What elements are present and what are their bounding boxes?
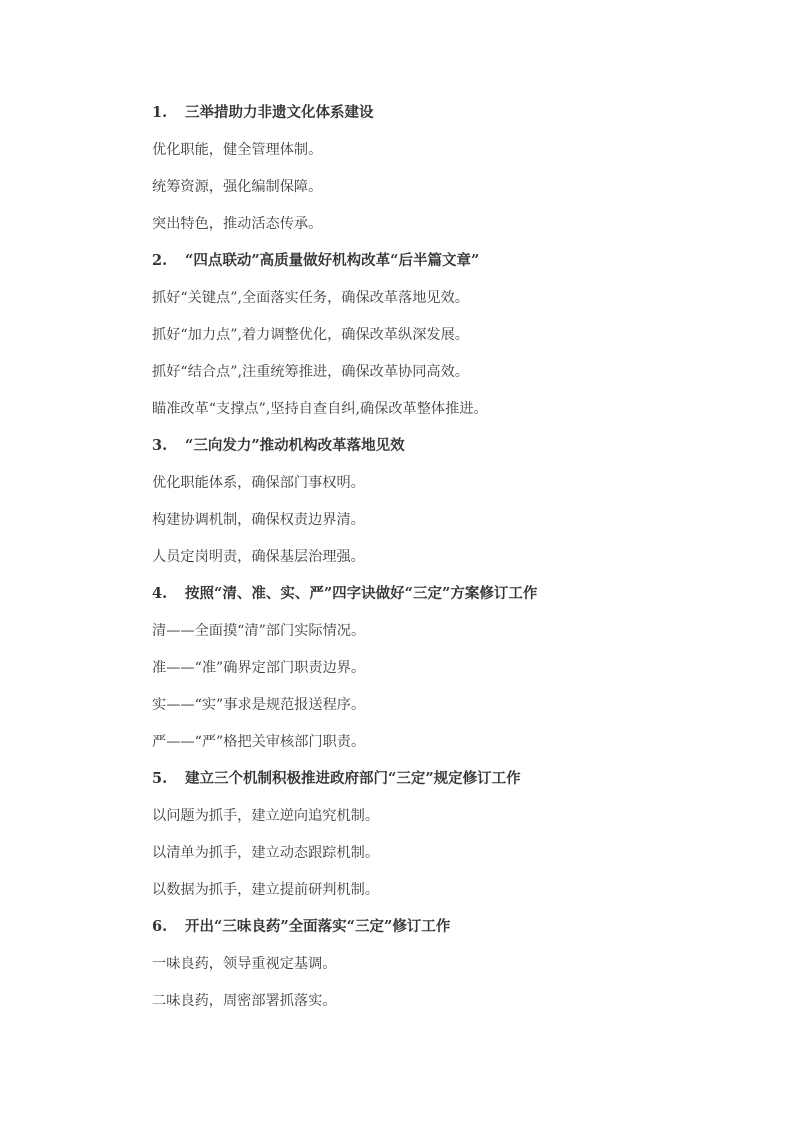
section-title: 开出“三味良药”全面落实“三定”修订工作 bbox=[185, 918, 451, 935]
list-item: 以清单为抓手，建立动态跟踪机制。 bbox=[152, 845, 380, 861]
section-heading bbox=[152, 248, 712, 285]
list-item: 准——“准”确界定部门职责边界。 bbox=[152, 660, 366, 676]
section-heading bbox=[152, 100, 712, 137]
list-item: 抓好“关键点”,全面落实任务，确保改革落地见效。 bbox=[152, 290, 469, 306]
section-heading bbox=[152, 914, 712, 951]
list-item: 抓好“加力点”,着力调整优化，确保改革纵深发展。 bbox=[152, 327, 469, 343]
section-number: 1. bbox=[152, 104, 168, 121]
section-5 bbox=[152, 766, 712, 914]
section-title: 建立三个机制积极推进政府部门“三定”规定修订工作 bbox=[185, 770, 521, 787]
section-number: 6. bbox=[152, 918, 168, 935]
section-2 bbox=[152, 248, 712, 433]
list-item: 优化职能，健全管理体制。 bbox=[152, 142, 323, 158]
list-item: 统筹资源，强化编制保障。 bbox=[152, 179, 323, 195]
section-title: 按照“清、准、实、严”四字诀做好“三定”方案修订工作 bbox=[185, 585, 538, 602]
list-item: 瞄准改革“支撑点”,坚持自查自纠,确保改革整体推进。 bbox=[152, 401, 488, 417]
section-number: 5. bbox=[152, 770, 168, 787]
list-item: 构建协调机制，确保权责边界清。 bbox=[152, 512, 365, 528]
list-item: 人员定岗明责，确保基层治理强。 bbox=[152, 549, 365, 565]
section-number: 4. bbox=[152, 585, 168, 602]
section-1 bbox=[152, 100, 712, 248]
list-item: 严——“严”格把关审核部门职责。 bbox=[152, 734, 366, 750]
section-title: 三举措助力非遗文化体系建设 bbox=[185, 104, 374, 121]
list-item: 抓好“结合点”,注重统筹推进，确保改革协同高效。 bbox=[152, 364, 469, 380]
list-item: 以数据为抓手，建立提前研判机制。 bbox=[152, 882, 380, 898]
list-item: 一味良药，领导重视定基调。 bbox=[152, 956, 337, 972]
list-item: 突出特色，推动活态传承。 bbox=[152, 216, 323, 232]
list-item: 实——“实”事求是规范报送程序。 bbox=[152, 697, 366, 713]
section-number: 3. bbox=[152, 437, 168, 454]
document-body bbox=[152, 100, 712, 1025]
section-heading bbox=[152, 766, 712, 803]
section-number: 2. bbox=[152, 252, 168, 269]
section-6 bbox=[152, 914, 712, 1025]
list-item: 优化职能体系，确保部门事权明。 bbox=[152, 475, 365, 491]
list-item: 二味良药，周密部署抓落实。 bbox=[152, 993, 337, 1009]
section-title: “四点联动”高质量做好机构改革“后半篇文章” bbox=[185, 252, 480, 269]
section-title: “三向发力”推动机构改革落地见效 bbox=[185, 437, 405, 454]
section-4 bbox=[152, 581, 712, 766]
section-3 bbox=[152, 433, 712, 581]
section-heading bbox=[152, 433, 712, 470]
section-heading bbox=[152, 581, 712, 618]
list-item: 清——全面摸“清”部门实际情况。 bbox=[152, 623, 366, 639]
list-item: 以问题为抓手，建立逆向追究机制。 bbox=[152, 808, 380, 824]
